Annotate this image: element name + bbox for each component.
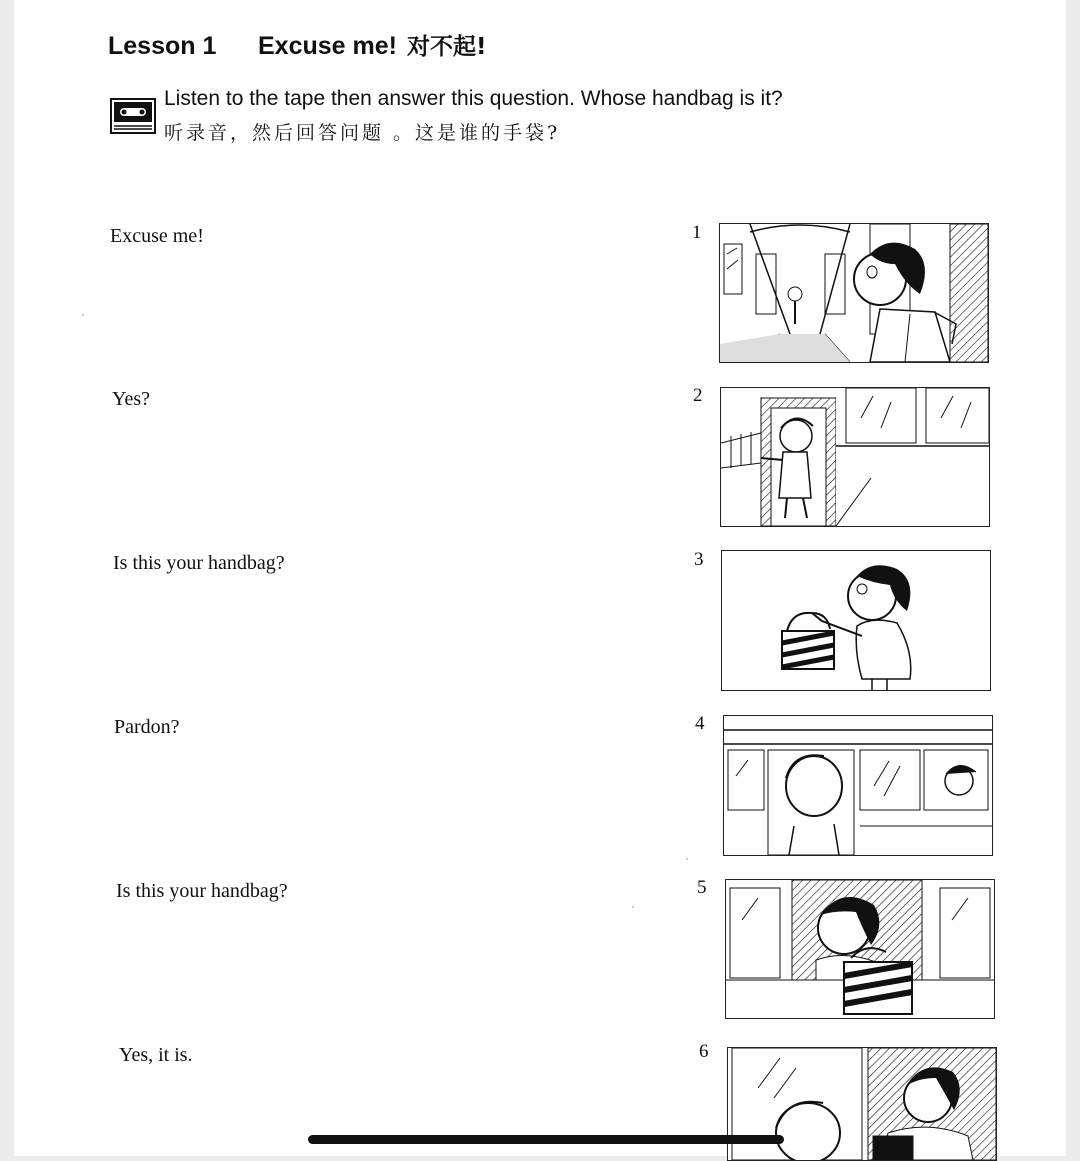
panel-number-4: 4 [695,713,705,734]
panel-number-1: 1 [692,222,702,243]
lesson-title-en: Excuse me! [258,32,397,60]
instruction-english: Listen to the tape then answer this question. Whose handbag is it? [164,87,783,110]
dialogue-line-5: Is this your handbag? [116,880,288,902]
illustration-panel-3 [721,550,991,691]
lesson-title-cn: 对不起! [406,34,487,60]
instruction-chinese: 听录音，然后回答问题 。这是谁的手袋? [164,122,561,144]
dialogue-line-3: Is this your handbag? [113,552,285,574]
lesson-label: Lesson 1 [108,32,217,60]
panel-number-2: 2 [693,385,703,406]
scan-speck [82,314,84,316]
illustration-panel-5 [725,879,995,1019]
lesson-header [108,28,486,64]
scan-speck [632,906,634,908]
panel-number-5: 5 [697,877,707,898]
illustration-panel-1 [719,223,989,363]
dialogue-line-2: Yes? [112,388,150,410]
home-indicator-bar[interactable] [308,1135,784,1144]
panel-number-6: 6 [699,1041,709,1062]
illustration-panel-2 [720,387,990,527]
dialogue-line-6: Yes, it is. [119,1044,193,1066]
panel-number-3: 3 [694,549,704,570]
dialogue-line-1: Excuse me! [110,225,204,247]
dialogue-line-4: Pardon? [114,716,180,738]
illustration-panel-4 [723,715,993,856]
scan-speck [686,858,688,860]
cassette-tape-icon [110,98,156,134]
